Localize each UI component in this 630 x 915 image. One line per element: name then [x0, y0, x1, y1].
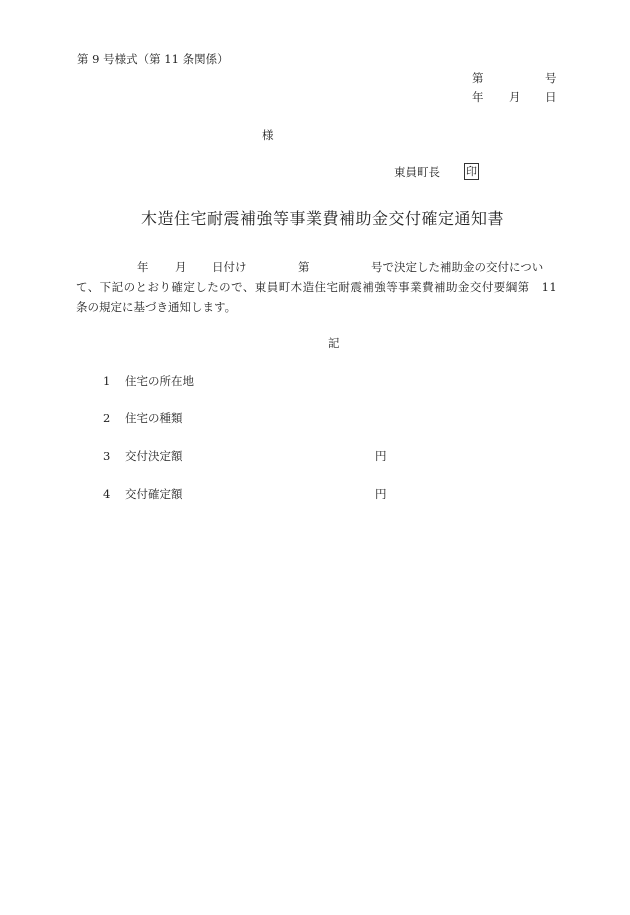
item-label: 交付決定額	[125, 449, 183, 463]
doc-number-prefix: 第	[472, 71, 484, 85]
body-line3: 条の規定に基づき通知します。	[76, 300, 237, 314]
form-label: 第 9 号様式（第 11 条関係）	[77, 52, 229, 66]
seal-stamp	[464, 163, 479, 180]
doc-date-month: 月	[509, 90, 521, 104]
doc-date-day: 日	[545, 90, 557, 104]
body-date-month: 月	[175, 260, 187, 274]
seal-mark: 印	[466, 165, 477, 178]
addressee-honorific: 様	[262, 128, 274, 142]
document-title: 木造住宅耐震補強等事業費補助金交付確定通知書	[141, 209, 505, 228]
item-label: 住宅の種類	[125, 411, 183, 425]
doc-date-year: 年	[472, 90, 484, 104]
item-number: 3	[103, 449, 111, 463]
item-label: 交付確定額	[125, 487, 183, 501]
item-label: 住宅の所在地	[125, 374, 194, 388]
body-line2: て、下記のとおり確定したので、東員町木造住宅耐震補強等事業費補助金交付要綱第 11	[76, 280, 558, 294]
item-unit: 円	[375, 449, 387, 463]
doc-number-suffix: 号	[545, 71, 557, 85]
body-date-day: 日付け	[212, 260, 247, 274]
item-number: 4	[103, 487, 111, 501]
body-ref-prefix: 第	[298, 260, 310, 274]
body-date-year: 年	[137, 260, 149, 274]
item-number: 2	[103, 411, 111, 425]
item-number: 1	[103, 374, 111, 388]
ki-label: 記	[328, 336, 340, 350]
item-unit: 円	[375, 487, 387, 501]
body-line1-rest: 号で決定した補助金の交付につい	[371, 260, 544, 274]
issuer-name: 東員町長	[394, 165, 440, 179]
